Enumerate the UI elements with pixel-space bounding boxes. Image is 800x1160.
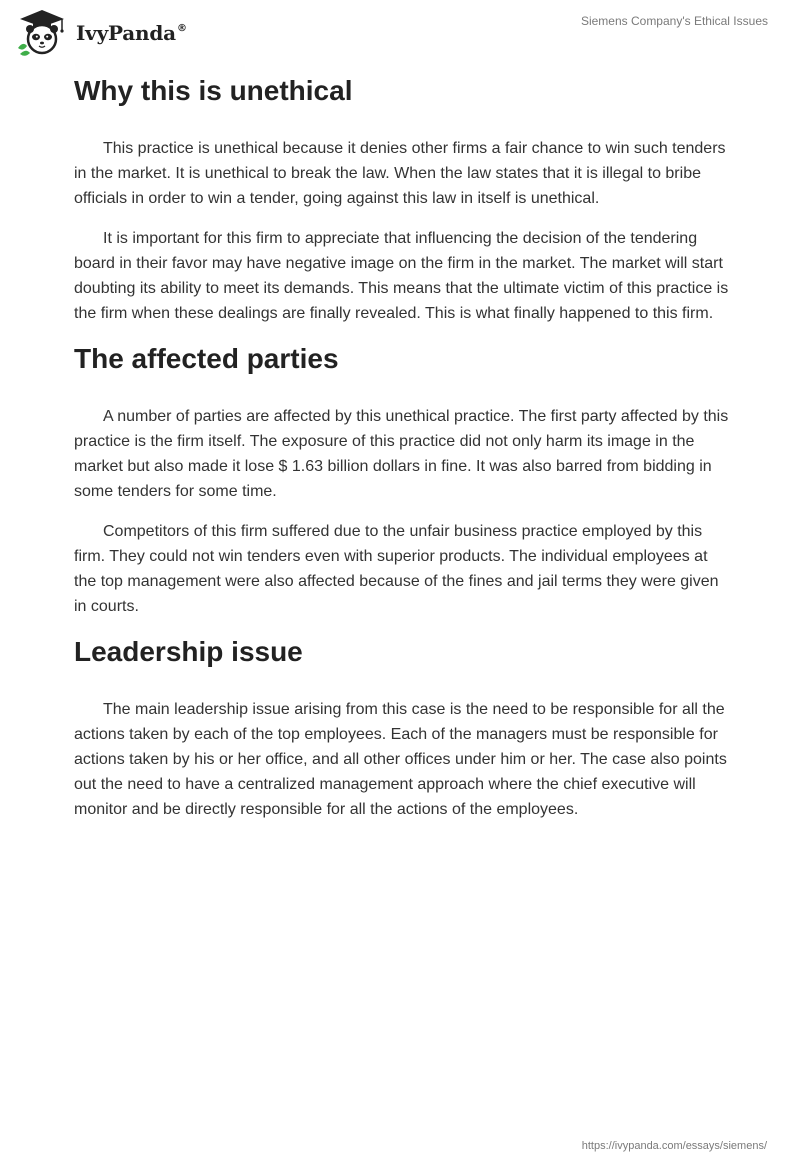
section-affected-parties <box>74 338 734 619</box>
section-heading: Why this is unethical <box>74 75 353 106</box>
paragraph: A number of parties are affected by this unethical practice. The first party affected by this practice is the firm itself. The exposure of this practice did not only harm its image in the market but also made it lose $ 1.63 billion dollars in fine. It was also barred from bidding in some tenders for some time. <box>74 408 729 500</box>
paragraph: It is important for this firm to appreciate that influencing the decision of the tendering board in their favor may have negative image on the firm in the market. The market will start doubting its ability to meet its demands. This means that the ultimate victim of this practice is the firm when these dealings are finally revealed. This is what finally happened to this firm. <box>74 230 729 322</box>
source-url[interactable]: https://ivypanda.com/essays/siemens/ <box>581 1140 767 1152</box>
document-title: Siemens Company's Ethical Issues <box>580 14 768 28</box>
paragraph: The main leadership issue arising from this case is the need to be responsible for all the actions taken by each of the top employees. Each of the managers must be responsible for actions taken by his or her office, and all other offices under him or her. The case also points out the need to have a centralized management approach where the chief executive will monitor and be directly responsible for all the actions of the employees. <box>74 701 727 818</box>
section-heading: The affected parties <box>74 343 339 374</box>
paragraph: This practice is unethical because it denies other firms a fair chance to win such tenders in the market. It is unethical to break the law. When the law states that it is illegal to bribe officials in order to win a tender, going against this law in itself is unethical. <box>74 140 726 207</box>
panda-graduation-cap-icon <box>14 8 70 56</box>
section-why-unethical <box>74 70 734 326</box>
ivypanda-logo[interactable] <box>14 8 187 56</box>
essay-content <box>74 70 734 822</box>
page-header <box>0 0 800 60</box>
logo-wordmark: IvyPanda® <box>76 21 187 45</box>
paragraph: Competitors of this firm suffered due to the unfair business practice employed by this firm. They could not win tenders even with superior products. The individual employees at the top management were also affected because of the fines and jail terms they were given in courts. <box>74 523 719 615</box>
section-leadership-issue <box>74 631 734 822</box>
section-heading: Leadership issue <box>74 636 303 667</box>
